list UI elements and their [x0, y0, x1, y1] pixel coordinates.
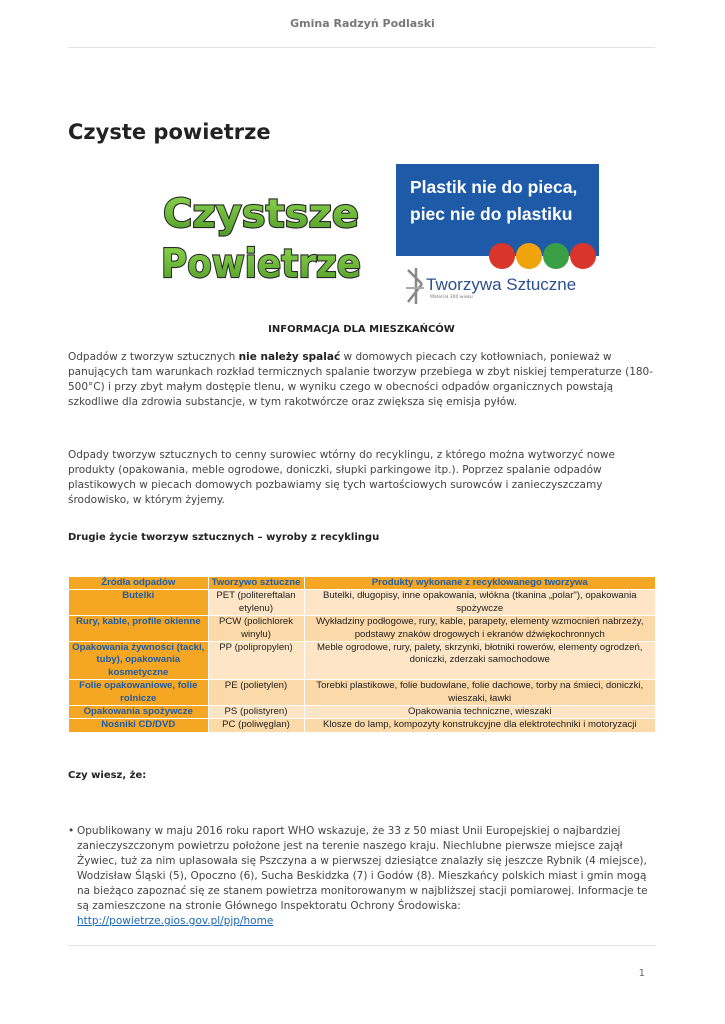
paragraph-1: Odpadów z tworzyw sztucznych nie należy spalać w domowych piecach czy kotłowniach, ponieważ w panujących tam warunkach rozkład termicznych spalanie tworzyw przebiega w zbyt niskiej temperaturze (180-500°C) i przy zbyt małym dostępie tlenu, w wyniku czego w obecności odpadów organicznych powstają szkodliwe dla zdrowia substancje, w tym rakotwórcze oraz zwiększa się emisja pyłów. [68, 351, 654, 408]
czystsze-powietrze-image [155, 185, 370, 285]
tworzywa-logo-subtext: Materiał 300 wieku [430, 295, 473, 300]
material-cell: PP (polipropylen) [208, 642, 304, 680]
table-row [69, 706, 656, 719]
emphasis-text: nie należy spalać [238, 351, 341, 363]
column-header: Tworzywo sztuczne [208, 577, 304, 590]
red-dot-icon [570, 243, 596, 269]
table-row [69, 642, 656, 680]
material-cell: PS (polistyren) [208, 706, 304, 719]
material-cell: PE (polietylen) [208, 680, 304, 706]
waste-source-cell: Rury, kable, profile okienne [69, 616, 208, 642]
page-number: 1 [638, 968, 645, 979]
column-header: Produkty wykonane z recyklowanego tworzywa [304, 577, 656, 590]
waste-source-cell: Opakowania żywności (tacki, tuby), opakowania kosmetyczne [69, 642, 208, 680]
recycling-table [69, 577, 656, 733]
products-cell: Wykładziny podłogowe, rury, kable, parapety, elementy wzmocnień nabrzeży, podstawy znaków drogowych i ekranów dźwiękochronnych [304, 616, 656, 642]
red-dot-icon [489, 243, 515, 269]
plastik-banner-background [396, 164, 599, 256]
plastik-line1: Plastik nie do pieca, [410, 177, 578, 197]
footer-divider [68, 945, 655, 946]
fact-text: Opublikowany w maju 2016 roku raport WHO wskazuje, że 33 z 50 miast Unii Europejskiej o najbardziej zanieczyszczonym powietrzu położone jest na terenie naszego kraju. Niechlubne pierwsze miejsce zajął Żywiec, tuż za nim uplasowała się Pszczyna a w pierwszej dziesiątce znalazły się jeszcze Rybnik (4 miejsce), Wodzisław Śląski (5), Opoczno (6), Sucha Beskidzka (7) i Godów (8). Mieszkańcy polskich miast i gmin mogą na bieżąco zapoznać się ze stanem powietrza monitorowanym w najbliższej stacji pomiarowej. Informacje te są zamieszczone na stronie Głównego Inspektoratu Ochrony Środowiska: [77, 825, 648, 912]
plastik-nie-do-pieca-image [396, 164, 599, 310]
material-cell: PCW (polichlorek winylu) [208, 616, 304, 642]
czystsze-line2: Powietrze [161, 242, 361, 285]
waste-source-cell: Nośniki CD/DVD [69, 719, 208, 732]
czystsze-line1: Czystsze [163, 192, 359, 237]
orange-dot-icon [516, 243, 542, 269]
page-title: Czyste powietrze [68, 120, 271, 144]
column-header: Źródła odpadów [69, 577, 208, 590]
paragraph-2: Odpady tworzyw sztucznych to cenny surowiec wtórny do recyklingu, z którego można wytworzyć nowe produkty (opakowania, meble ogrodowe, doniczki, słupki parkingowe itp.). Poprzez spalanie odpadów plastikowych w piecach domowych pozbawiamy się tych wartościowych surowców i zanieczyszczamy środowisko, w którym żyjemy. [68, 449, 615, 506]
products-cell: Torebki plastikowe, folie budowlane, folie dachowe, torby na śmieci, doniczki, wieszaki, ławki [304, 680, 656, 706]
plastik-line2: piec nie do plastiku [410, 204, 573, 224]
table-header-row [69, 577, 656, 590]
waste-source-cell: Butelki [69, 590, 208, 616]
green-dot-icon [543, 243, 569, 269]
products-cell: Opakowania techniczne, wieszaki [304, 706, 656, 719]
products-cell: Meble ogrodowe, rury, palety, skrzynki, błotniki rowerów, elementy ogrodzeń, doniczki, zderzaki samochodowe [304, 642, 656, 680]
material-cell: PET (politereftalan etylenu) [208, 590, 304, 616]
waste-source-cell: Folie opakowaniowe, folie rolnicze [69, 680, 208, 706]
table-row [69, 616, 656, 642]
recycling-heading: Drugie życie tworzyw sztucznych – wyroby z recyklingu [68, 532, 380, 543]
material-cell: PC (poliwęglan) [208, 719, 304, 732]
gios-link[interactable]: http://powietrze.gios.gov.pl/pjp/home [77, 915, 274, 927]
table-row [69, 719, 656, 732]
facts-list [68, 824, 658, 929]
site-header: Gmina Radzyń Podlaski [290, 17, 435, 30]
waste-source-cell: Opakowania spożywcze [69, 706, 208, 719]
header-divider [68, 47, 655, 48]
recycle-arrows-icon [404, 264, 428, 308]
table-row [69, 590, 656, 616]
facts-heading: Czy wiesz, że: [68, 770, 147, 781]
products-cell: Butelki, długopisy, inne opakowania, włókna (tkanina „polar"), opakowania spożywcze [304, 590, 656, 616]
tworzywa-logo-text: Tworzywa Sztuczne [426, 275, 577, 294]
table-row [69, 680, 656, 706]
list-item [68, 824, 658, 929]
products-cell: Klosze do lamp, kompozyty konstrukcyjne dla elektrotechniki i motoryzacji [304, 719, 656, 732]
section-heading: INFORMACJA DLA MIESZKAŃCÓW [268, 324, 455, 335]
